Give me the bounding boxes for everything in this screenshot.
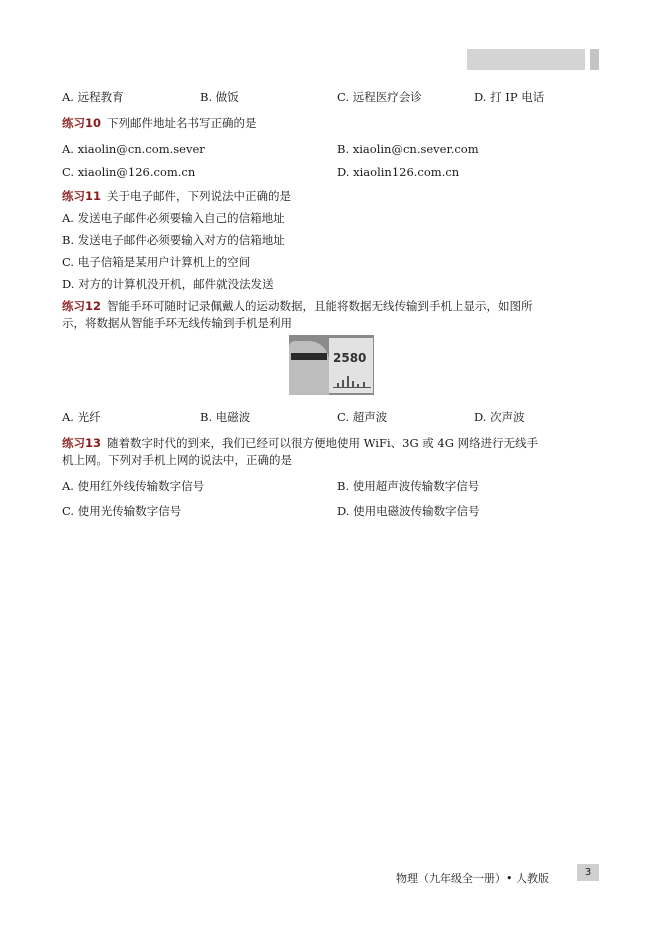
q13-text1: 随着数字时代的到来，我们已经可以很方便地使用 WiFi、3G 或 4G 网络进行无线手 [107, 436, 539, 450]
q12-option-c: C. 超声波 [337, 410, 388, 424]
q11-option-a: A. 发送电子邮件必须要输入自己的信箱地址 [62, 211, 285, 225]
q9-option-a: A. 远程教育 [62, 90, 124, 104]
q13-option-c: C. 使用光传输数字信号 [62, 504, 182, 518]
q12-stem-line1 [62, 299, 533, 313]
q11-option-d: D. 对方的计算机没开机，邮件就没法发送 [62, 277, 274, 291]
q10-option-c: C. xiaolin@126.com.cn [62, 165, 196, 179]
activity-bars [333, 375, 371, 388]
q13-option-b: B. 使用超声波传输数字信号 [337, 479, 480, 493]
q10-stem [62, 116, 257, 130]
q9-option-b: B. 做饭 [200, 90, 239, 104]
q11-option-b: B. 发送电子邮件必须要输入对方的信箱地址 [62, 233, 285, 247]
wrist-shape [289, 341, 329, 395]
footer-text: 物理（九年级全一册）• 人教版 [396, 872, 549, 885]
q12-stem-line2: 示，将数据从智能手环无线传输到手机是利用 [62, 316, 292, 330]
q11-label: 练习11 [62, 189, 102, 203]
q12-text1: 智能手环可随时记录佩戴人的运动数据，且能将数据无线传输到手机上显示，如图所 [107, 299, 533, 313]
band-shape [291, 353, 327, 360]
page-number: 3 [577, 864, 599, 881]
q12-option-a: A. 光纤 [62, 410, 101, 424]
q13-label: 练习13 [62, 436, 102, 450]
smart-band-photo [289, 335, 374, 395]
q13-stem-line2: 机上网。下列对手机上网的说法中，正确的是 [62, 453, 292, 467]
q11-option-c: C. 电子信箱是某用户计算机上的空间 [62, 255, 251, 269]
header-bar [467, 49, 585, 70]
header-tab [590, 49, 599, 70]
q13-option-a: A. 使用红外线传输数字信号 [62, 479, 205, 493]
q10-option-b: B. xiaolin@cn.sever.com [337, 142, 479, 156]
step-count: 2580 [333, 351, 367, 365]
q12-label: 练习12 [62, 299, 102, 313]
q11-text: 关于电子邮件，下列说法中正确的是 [107, 189, 292, 203]
q11-stem [62, 189, 291, 203]
q12-option-d: D. 次声波 [474, 410, 525, 424]
q10-label: 练习10 [62, 116, 102, 130]
q9-option-d: D. 打 IP 电话 [474, 90, 545, 104]
q9-option-c: C. 远程医疗会诊 [337, 90, 422, 104]
q10-text: 下列邮件地址名书写正确的是 [107, 116, 257, 130]
q10-option-d: D. xiaolin126.com.cn [337, 165, 460, 179]
q13-stem-line1 [62, 436, 538, 450]
q10-option-a: A. xiaolin@cn.com.sever [62, 142, 205, 156]
q13-option-d: D. 使用电磁波传输数字信号 [337, 504, 480, 518]
q12-option-b: B. 电磁波 [200, 410, 251, 424]
